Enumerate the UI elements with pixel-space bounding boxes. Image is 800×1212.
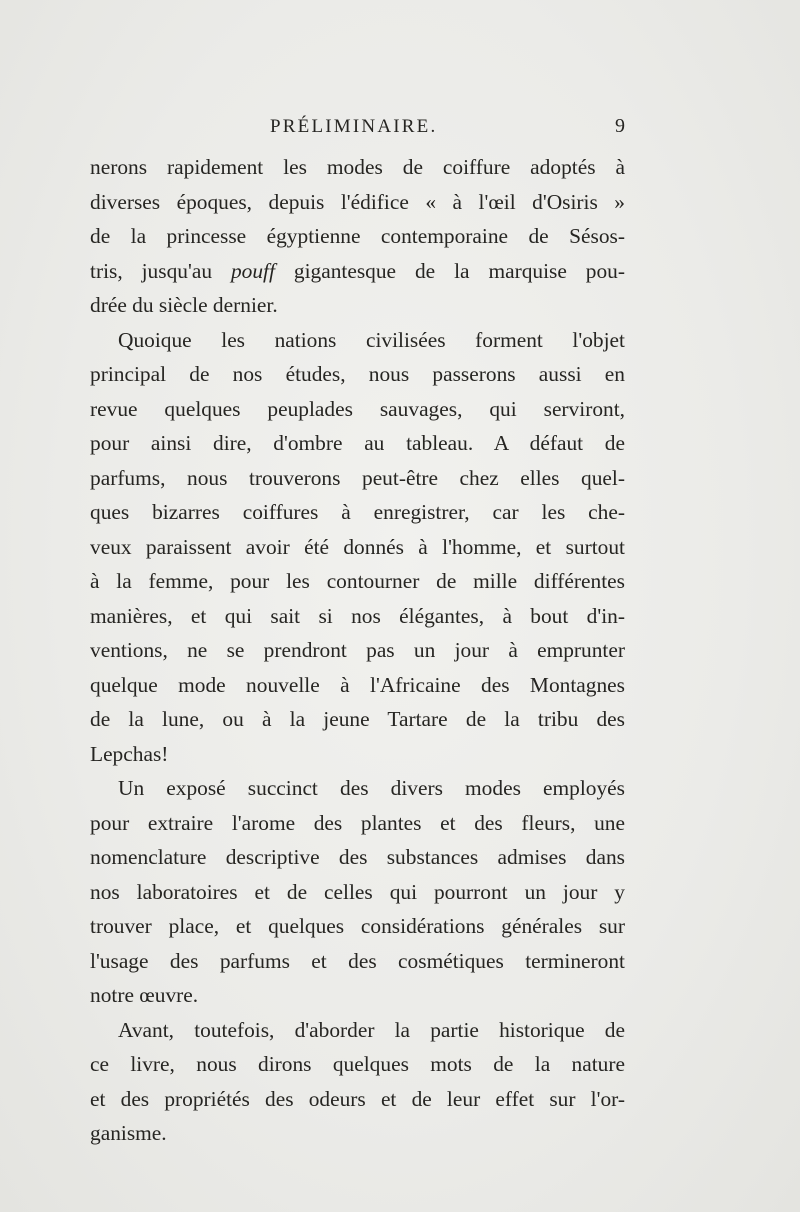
text-line: principal de nos études, nous passerons aussi en [90, 362, 625, 386]
text-run: gigantesque de la marquise pou- [274, 258, 626, 283]
text-line [90, 254, 625, 289]
text-line: pour ainsi dire, d'ombre au tableau. A défaut de [90, 431, 625, 455]
text-line: manières, et qui sait si nos élégantes, à bout d'in- [90, 603, 625, 628]
text-line: Un exposé succinct des divers modes employés [118, 776, 625, 800]
text-line: ques bizarres coiffures à enregistrer, car les che- [90, 500, 625, 524]
text-line: drée du siècle dernier. [90, 293, 278, 317]
text-line: veux paraissent avoir été donnés à l'homme, et surtout [90, 534, 625, 559]
paragraph [90, 150, 625, 323]
text-line: parfums, nous trouverons peut-être chez elles quel- [90, 465, 625, 490]
text-line: nerons rapidement les modes de coiffure adoptés à [90, 155, 625, 179]
text-line: nomenclature descriptive des substances admises dans [90, 845, 625, 869]
paragraph [90, 1013, 625, 1151]
paragraph [90, 323, 625, 772]
body-text [90, 150, 625, 1151]
paragraph [90, 771, 625, 1013]
running-head: PRÉLIMINAIRE. [270, 116, 438, 137]
text-line: diverses époques, depuis l'édifice « à l'œil d'Osiris » [90, 189, 625, 214]
text-line: revue quelques peuplades sauvages, qui serviront, [90, 396, 625, 421]
text-line: de la lune, ou à la jeune Tartare de la tribu des [90, 707, 625, 731]
text-line: Avant, toutefois, d'aborder la partie historique de [118, 1017, 625, 1042]
text-line: l'usage des parfums et des cosmétiques termineront [90, 948, 625, 973]
text-line: ganisme. [90, 1121, 167, 1145]
text-line: ventions, ne se prendront pas un jour à emprunter [90, 638, 625, 662]
page-header [90, 112, 625, 146]
italic-word: pouff [230, 258, 275, 283]
text-line: trouver place, et quelques considérations générales sur [90, 914, 625, 938]
text-line: pour extraire l'arome des plantes et des fleurs, une [90, 810, 625, 835]
text-line: à la femme, pour les contourner de mille différentes [90, 569, 625, 593]
text-line: ce livre, nous dirons quelques mots de la nature [90, 1052, 625, 1076]
text-line: quelque mode nouvelle à l'Africaine des Montagnes [90, 672, 625, 697]
text-line: nos laboratoires et de celles qui pourront un jour y [90, 879, 625, 904]
text-line: et des propriétés des odeurs et de leur effet sur l'or- [90, 1086, 625, 1111]
text-line: de la princesse égyptienne contemporaine de Sésos- [90, 224, 625, 248]
text-line: notre œuvre. [90, 983, 199, 1007]
text-line: Quoique les nations civilisées forment l'objet [118, 327, 625, 352]
page-number: 9 [615, 115, 625, 137]
text-line: Lepchas! [90, 741, 169, 766]
text-run: tris, jusqu'au [90, 258, 231, 283]
